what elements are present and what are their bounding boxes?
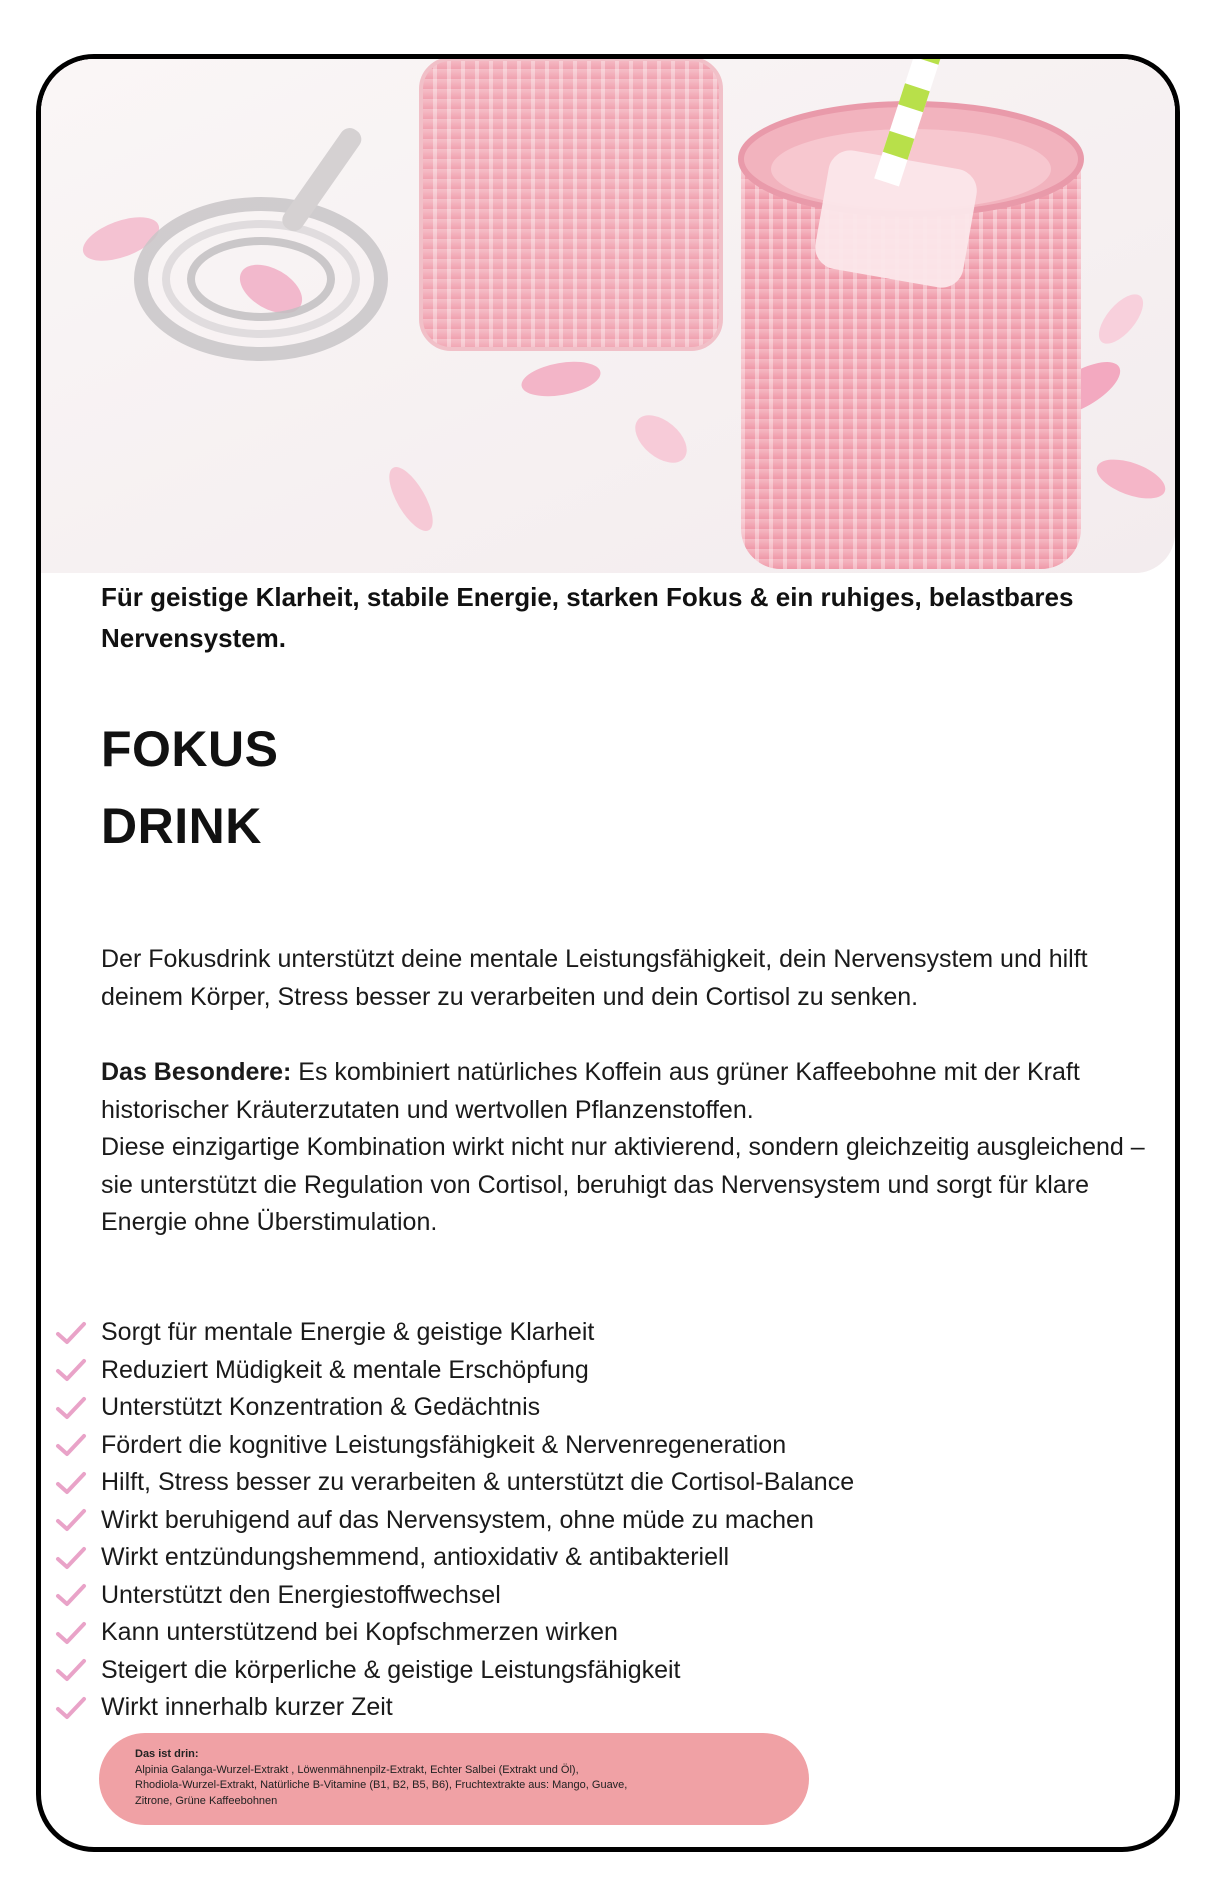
list-item — [55, 1539, 854, 1577]
benefit-text: Unterstützt Konzentration & Gedächtnis — [101, 1393, 541, 1422]
benefit-text: Fördert die kognitive Leistungsfähigkeit & Nervenregeneration — [101, 1430, 787, 1459]
ingredients-heading: Das ist drin: — [135, 1748, 199, 1760]
special-label: Das Besondere: — [101, 1058, 292, 1086]
special-text: Es kombiniert natürliches Koffein aus grüner Kaffeebohne mit der Kraft historischer Kräuterzutaten und wertvollen Pflanzenstoffen. — [101, 1058, 1080, 1124]
page-title — [101, 711, 701, 865]
pink-drink-glasses-photo — [41, 59, 1175, 573]
benefit-text: Unterstützt den Energiestoffwechsel — [101, 1580, 501, 1609]
checkmark-icon — [55, 1657, 87, 1683]
description — [101, 941, 1161, 1242]
benefit-text: Kann unterstützend bei Kopfschmerzen wirken — [101, 1618, 618, 1647]
checkmark-icon — [55, 1620, 87, 1646]
ingredients-line-1: Alpinia Galanga-Wurzel-Extrakt , Löwenmähnenpilz-Extrakt, Echter Salbei (Extrakt und Öl), — [135, 1763, 579, 1776]
title-line-2: DRINK — [101, 798, 262, 854]
benefit-text: Hilft, Stress besser zu verarbeiten & unterstützt die Cortisol-Balance — [101, 1468, 855, 1497]
list-item — [55, 1314, 854, 1352]
benefit-text: Sorgt für mentale Energie & geistige Klarheit — [101, 1318, 595, 1347]
product-card — [36, 54, 1180, 1852]
checkmark-icon — [55, 1357, 87, 1383]
checkmark-icon — [55, 1470, 87, 1496]
special-paragraph — [101, 1054, 1161, 1129]
benefit-text: Reduziert Müdigkeit & mentale Erschöpfung — [101, 1355, 589, 1384]
checkmark-icon — [55, 1320, 87, 1346]
ingredients-box — [99, 1733, 809, 1825]
benefit-text: Wirkt entzündungshemmend, antioxidativ & antibakteriell — [101, 1543, 730, 1572]
ingredients-line-3: Zitrone, Grüne Kaffeebohnen — [135, 1794, 278, 1807]
ingredients-line-2: Rhodiola-Wurzel-Extrakt, Natürliche B-Vitamine (B1, B2, B5, B6), Fruchtextrakte aus: Mango, Guave, — [135, 1779, 628, 1791]
checkmark-icon — [55, 1582, 87, 1608]
benefits-list — [55, 1314, 854, 1727]
benefit-text: Steigert die körperliche & geistige Leistungsfähigkeit — [101, 1655, 681, 1684]
checkmark-icon — [55, 1695, 87, 1721]
list-item — [55, 1614, 854, 1652]
list-item — [55, 1427, 854, 1465]
list-item — [55, 1389, 854, 1427]
list-item — [55, 1352, 854, 1390]
subtitle: Für geistige Klarheit, stabile Energie, starken Fokus & ein ruhiges, belastbares Nervensystem. — [101, 582, 1074, 653]
title-line-1: FOKUS — [101, 721, 279, 777]
hero-image — [41, 59, 1175, 573]
checkmark-icon — [55, 1432, 87, 1458]
benefit-text: Wirkt innerhalb kurzer Zeit — [101, 1693, 393, 1722]
list-item — [55, 1502, 854, 1540]
intro-text: Der Fokusdrink unterstützt deine mentale Leistungsfähigkeit, dein Nervensystem und hilft deinem Körper, Stress besser zu verarbeiten und dein Cortisol zu senken. — [101, 945, 1088, 1011]
checkmark-icon — [55, 1507, 87, 1533]
list-item — [55, 1652, 854, 1690]
combination-text: Diese einzigartige Kombination wirkt nicht nur aktivierend, sondern gleichzeitig ausgleichend – sie unterstützt die Regulation von Cortisol, beruhigt das Nervensystem und sorgt für klare Energie ohne Überstimulation. — [101, 1133, 1145, 1236]
list-item — [55, 1689, 854, 1727]
list-item — [55, 1464, 854, 1502]
checkmark-icon — [55, 1545, 87, 1571]
checkmark-icon — [55, 1395, 87, 1421]
benefit-text: Wirkt beruhigend auf das Nervensystem, ohne müde zu machen — [101, 1505, 814, 1534]
list-item — [55, 1577, 854, 1615]
